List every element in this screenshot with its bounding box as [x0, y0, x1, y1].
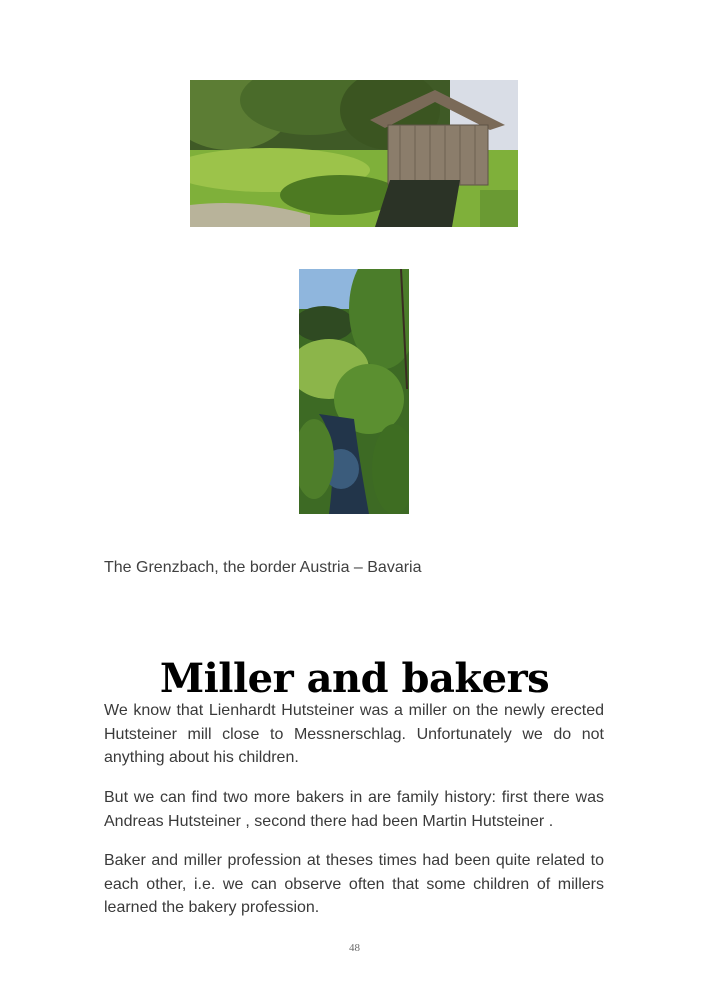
page-number: 48	[349, 942, 360, 954]
photo-caption: The Grenzbach, the border Austria – Bavaria	[104, 559, 422, 576]
mill-hut-photo	[190, 80, 518, 227]
paragraph-professions: Baker and miller profession at theses times had been quite related to each other, i.e. we can observe often that some children of millers learned the bakery profession.	[104, 852, 604, 916]
paragraph-miller: We know that Lienhardt Hutsteiner was a miller on the newly erected Hutsteiner mill close to Messnerschlag. Unfortunately we do not anything about his children.	[104, 702, 604, 766]
paragraph-bakers: But we can find two more bakers in are family history: first there was Andreas Hutsteiner , second there had been Martin Hutsteiner .	[104, 789, 604, 830]
section-heading: Miller and bakers	[159, 654, 550, 702]
grenzbach-stream-photo	[299, 269, 409, 514]
